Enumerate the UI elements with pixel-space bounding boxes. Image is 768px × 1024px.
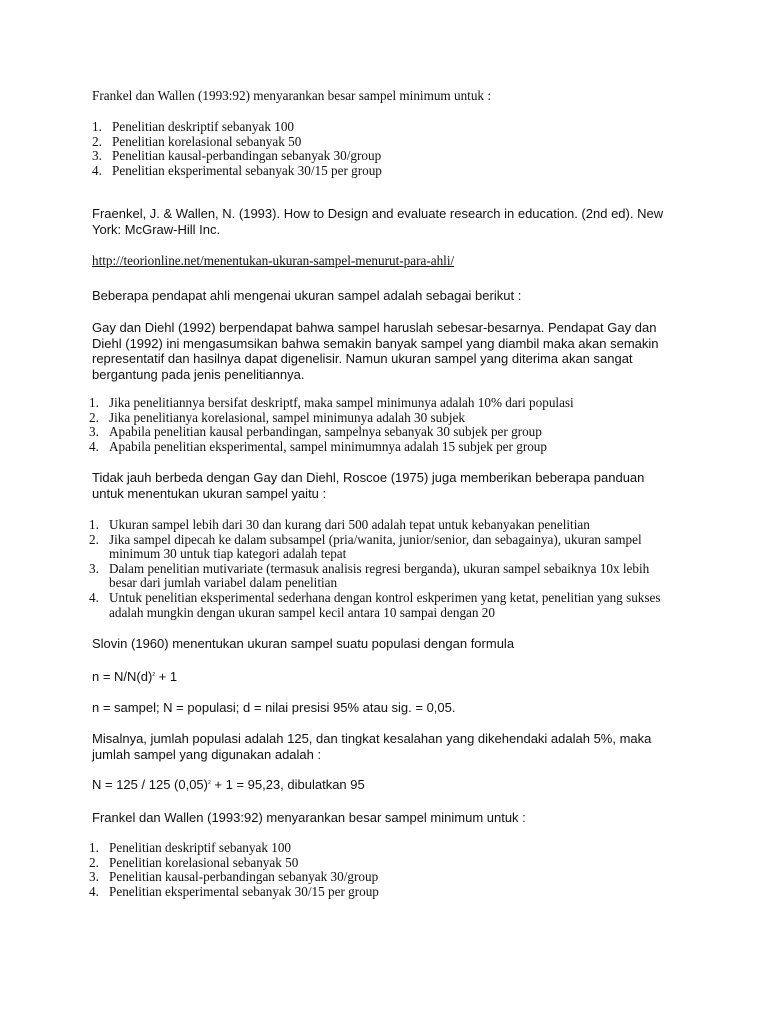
- heading-frankel-wallen: Frankel dan Wallen (1993:92) menyarankan besar sampel minimum untuk :: [92, 88, 491, 103]
- list-item: 3. Dalam penelitian mutivariate (termasuk analisis regresi berganda), ukuran sampel sebaiknya 10x lebih besar dari jumlah variabel dalam penelitian: [89, 560, 650, 591]
- list-item: 2. Jika penelitianya korelasional, sampel minimunya adalah 30 subjek: [89, 409, 465, 425]
- list-minimum-sample-repeat: [89, 841, 679, 899]
- list-item: 1. Penelitian deskriptif sebanyak 100: [92, 119, 295, 134]
- formula-definitions: n = sampel; N = populasi; d = nilai presisi 95% atau sig. = 0,05.: [92, 700, 456, 715]
- gay-diehl-paragraph: Gay dan Diehl (1992) berpendapat bahwa sampel haruslah sebesar-besarnya. Pendapat Gay dan Diehl (1992) ini mengasumsikan bahwa semakin banyak sampel yang diambil maka akan semakin representatif dan hasilnya dapat digenelisir. Namun ukuran sampel yang diterima akan sangat bergantung pada jenis penelitiannya.: [92, 320, 659, 382]
- list-item: 4. Penelitian eksperimental sebanyak 30/15 per group: [89, 883, 379, 899]
- sample-calculation: N = 125 / 125 $(0,05)^2 + 1 = 95,23$, dibulatkan 95: [92, 777, 365, 792]
- example-paragraph: Misalnya, jumlah populasi adalah 125, dan tingkat kesalahan yang dikehendaki adalah 5%, maka jumlah sampel yang digunakan adalah :: [92, 731, 652, 762]
- list-item: 2. Penelitian korelasional sebanyak 50: [92, 133, 302, 149]
- list-item: 4. Penelitian eksperimental sebanyak 30/15 per group: [92, 162, 382, 178]
- list-gay-diehl: [89, 396, 689, 454]
- slovin-paragraph: Slovin (1960) menentukan ukuran sampel suatu populasi dengan formula: [92, 636, 515, 651]
- list-item: 4. Untuk penelitian eksperimental sederhana dengan kontrol eskperimen yang ketat, penelitian yang sukses adalah mungkin dengan ukuran sampel kecil antara 10 sampai dengan 20: [89, 589, 661, 620]
- intro-paragraph: Beberapa pendapat ahli mengenai ukuran sampel adalah sebagai berikut :: [92, 288, 522, 303]
- list-item: 1. Ukuran sampel lebih dari 30 dan kurang dari 500 adalah tepat untuk kebanyakan penelitian: [89, 517, 590, 532]
- list-item: 3. Penelitian kausal-perbandingan sebanyak 30/group: [89, 869, 379, 885]
- source-link[interactable]: http://teorionline.net/menentukan-ukuran-sampel-menurut-para-ahli/: [92, 253, 455, 268]
- roscoe-paragraph: Tidak jauh berbeda dengan Gay dan Diehl, Roscoe (1975) juga memberikan beberapa panduan untuk menentukan ukuran sampel yaitu :: [92, 470, 645, 501]
- list-item: 1. Penelitian deskriptif sebanyak 100: [89, 840, 292, 855]
- heading-frankel-wallen-repeat: Frankel dan Wallen (1993:92) menyarankan besar sampel minimum untuk :: [92, 810, 526, 825]
- list-item: 2. Penelitian korelasional sebanyak 50: [89, 854, 299, 870]
- list-item: 2. Jika sampel dipecah ke dalam subsampel (pria/wanita, junior/senior, dan sebagainya), ukuran sampel minimum 30 untuk tiap kategori adalah tepat: [89, 531, 642, 562]
- list-item: 3. Penelitian kausal-perbandingan sebanyak 30/group: [92, 148, 382, 164]
- list-item: 1. Jika penelitiannya bersifat deskriptf, maka sampel minimunya adalah 10% dari populasi: [89, 395, 574, 410]
- slovin-formula: $n = N/N(d)^2 + 1$: [92, 669, 178, 684]
- reference-citation: Fraenkel, J. & Wallen, N. (1993). How to Design and evaluate research in education. (2nd ed). New York: McGraw-Hill Inc.: [92, 206, 664, 237]
- list-minimum-sample: [92, 120, 682, 178]
- list-item: 4. Apabila penelitian eksperimental, sampel minimumnya adalah 15 subjek per group: [89, 438, 547, 454]
- list-item: 3. Apabila penelitian kausal perbandingan, sampelnya sebanyak 30 subjek per group: [89, 424, 542, 440]
- list-roscoe: [89, 518, 679, 620]
